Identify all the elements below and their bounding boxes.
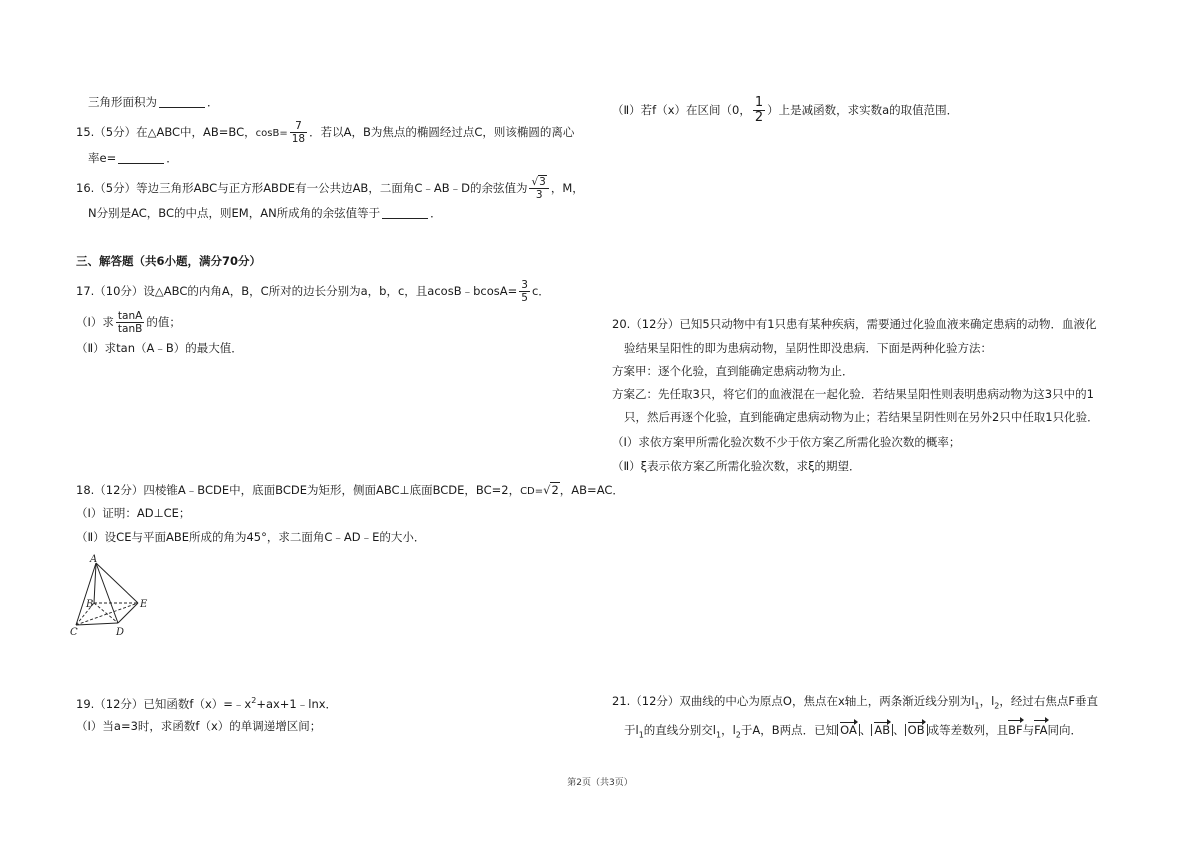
question-21-line-2: 于$l_1$的直线分别交$l_1$，$l_2$于A，B两点．已知 OA 、 AB 、 OB 成等差数列，且BF与FA同向． [624, 723, 1083, 740]
question-20-line-2: 验结果呈阳性的即为患病动物，呈阴性即没患病．下面是两种化验方法： [624, 341, 992, 355]
question-15-continuation: 率e= ． [88, 151, 178, 165]
vertex-label-e: E [140, 599, 148, 610]
question-20-part-1: （Ⅰ）求依方案甲所需化验次数不少于依方案乙所需化验次数的概率； [612, 435, 961, 449]
vertex-label-c: C [70, 627, 78, 638]
question-17-part-1: （Ⅰ）求 $\frac{\tan A}{\tan B}$ 的值； [76, 310, 181, 335]
vector-oa-magnitude: OA [837, 724, 860, 736]
question-17: 17.（10分）设△ABC的内角A，B，C所对的边长分别为a，b，c，且acosB﹣bcosA= $\frac{3}{5}$ c． [76, 279, 550, 304]
vertex-label-b: B [86, 599, 94, 610]
question-20-plan-a: 方案甲：逐个化验，直到能确定患病动物为止． [612, 364, 854, 378]
question-16-continuation: N分别是AC，BC的中点，则EM，AN所成角的余弦值等于 ． [88, 206, 442, 220]
answer-blank [118, 151, 164, 164]
section-3-heading: 三、解答题（共6小题，满分70分） [76, 254, 262, 268]
question-15: 15.（5分）在△ABC中，AB=BC，cosB= $\frac{7}{18}$ ．若以A，B为焦点的椭圆经过点C，则该椭圆的离心 [76, 120, 575, 145]
question-18: 18.（12分）四棱锥A﹣BCDE中，底面BCDE为矩形，侧面ABC⊥底面BCDE，BC=2，CD=√2，AB=AC． [76, 483, 624, 497]
question-20-plan-b-continued: 只，然后再逐个化验，直到能确定患病动物为止；若结果呈阴性则在另外2只中任取1只化验． [624, 410, 1099, 424]
q14-continuation: 三角形面积为 ． [88, 95, 219, 109]
vertex-label-a: A [90, 554, 98, 565]
question-20-part-2: （Ⅱ）ξ表示依方案乙所需化验次数，求ξ的期望． [612, 459, 861, 473]
fraction-3-5: $\frac{3}{5}$ [521, 279, 528, 304]
question-17-part-2: （Ⅱ）求tan（A﹣B）的最大值． [76, 341, 243, 355]
question-20-line-1: 20.（12分）已知5只动物中有1只患有某种疾病，需要通过化验血液来确定患病的动物．血液化 [612, 317, 1097, 331]
vertex-label-d: D [116, 627, 125, 638]
question-19: 19.（12分）已知函数$f(x)=﹣x^2+ax+1﹣\ln x$． [76, 696, 338, 711]
pyramid-figure [70, 553, 160, 639]
question-18-part-1: （Ⅰ）证明：AD⊥CE； [76, 506, 191, 520]
answer-blank [159, 95, 205, 108]
question-16: 16.（5分）等边三角形ABC与正方形ABDE有一公共边AB，二面角C﹣AB﹣D的余弦值为 $\frac{√3}{3}$ ，M， [76, 176, 584, 201]
vector-fa: FA [1034, 723, 1048, 737]
fraction-tanA-tanB: $\frac{\tan A}{\tan B}$ [117, 310, 143, 335]
question-19-part-1: （Ⅰ）当a=3时，求函数f（x）的单调递增区间； [76, 719, 322, 733]
fraction-7-18: $\frac{7}{18}$ [291, 120, 306, 145]
vector-bf: BF [1008, 723, 1023, 737]
vector-ab-magnitude: AB [871, 724, 893, 736]
page-footer: 第2页（共3页） [567, 778, 633, 788]
vector-ob-magnitude: OB [905, 724, 928, 736]
question-18-part-2: （Ⅱ）设CE与平面ABE所成的角为45°，求二面角C﹣AD﹣E的大小． [76, 530, 426, 544]
answer-blank [382, 206, 428, 219]
question-19-part-2: （Ⅱ）若f（x）在区间（0， $\frac{1}{2}$ ）上是减函数，求实数a的取值范围． [612, 95, 959, 125]
question-20-plan-b: 方案乙：先任取3只，将它们的血液混在一起化验．若结果呈阳性则表明患病动物为这3只中的1 [612, 387, 1094, 401]
question-21-line-1: 21.（12分）双曲线的中心为原点O，焦点在x轴上，两条渐近线分别为$l_1$，$l_2$，经过右焦点F垂直 [612, 694, 1098, 711]
fraction-sqrt3-over-3: $\frac{√3}{3}$ [529, 176, 548, 201]
fraction-1-2: $\frac{1}{2}$ [754, 95, 764, 125]
